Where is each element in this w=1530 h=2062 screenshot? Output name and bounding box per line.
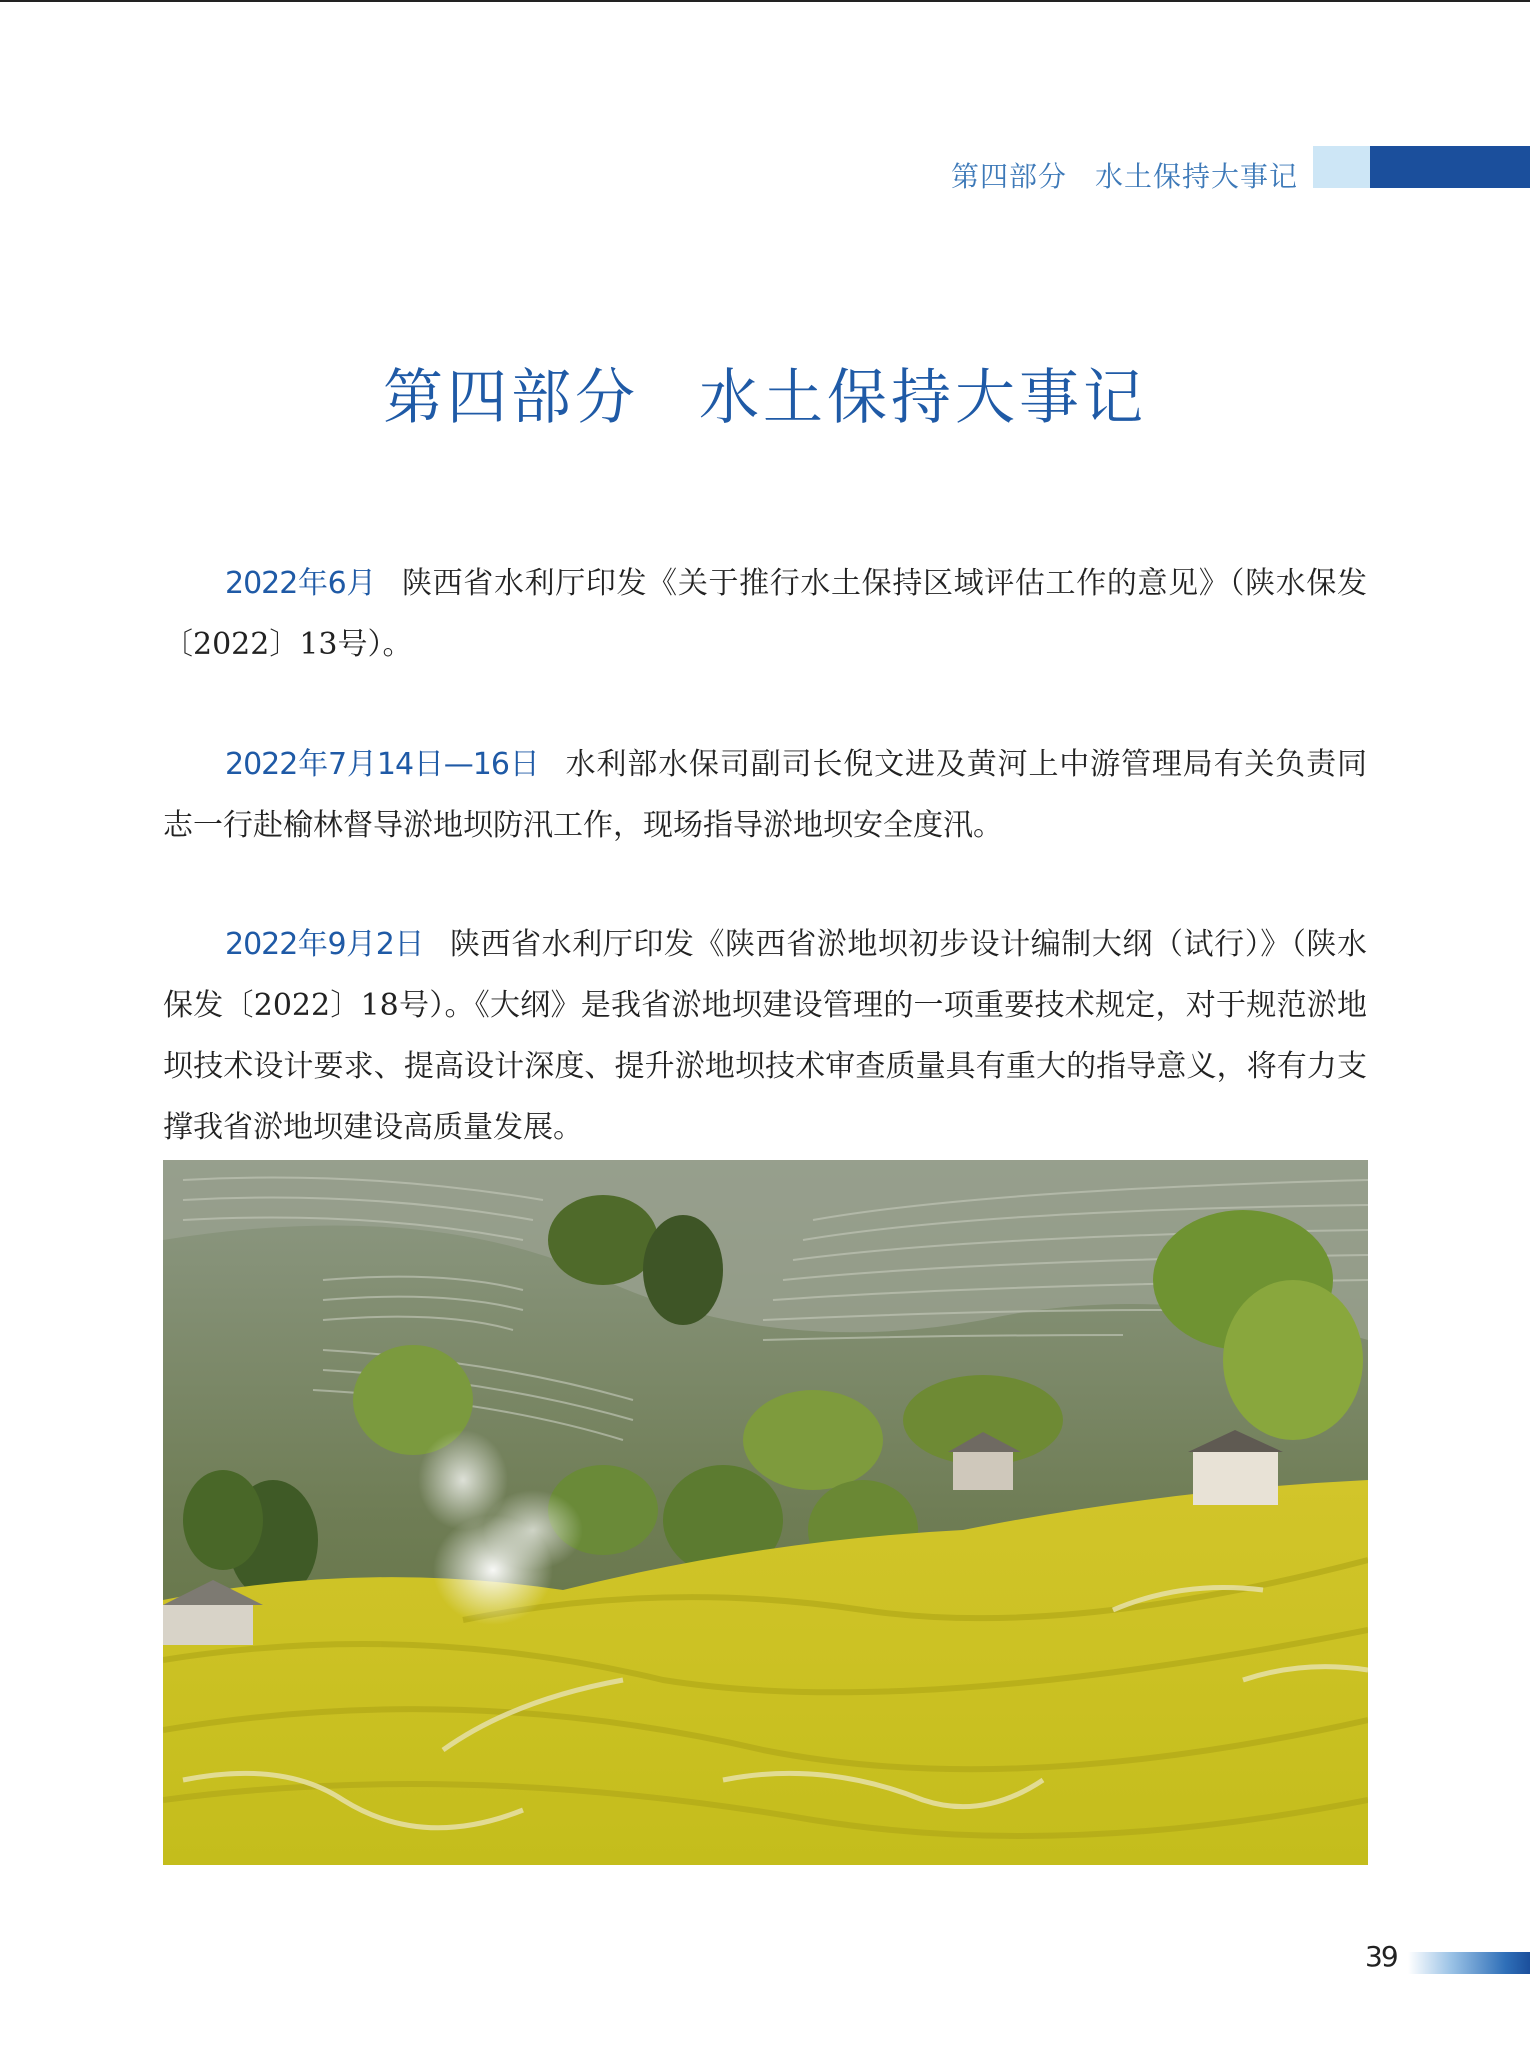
page-title: [0, 350, 1530, 436]
event-text: 陕西省水利厅印发《陕西省淤地坝初步设计编制大纲（试行）》（陕水保发〔2022〕18号）。《大纲》是我省淤地坝建设管理的一项重要技术规定，对于规范淤地坝技术设计要求、提高设计深度、提升淤地坝技术审查质量具有重大的指导意义，将有力支撑我省淤地坝建设高质量发展。: [163, 927, 1367, 1145]
event-entry: [163, 553, 1367, 675]
header-accent-bar-dark: [1370, 146, 1530, 188]
running-header-section: 水土保持大事记: [1094, 160, 1298, 193]
event-text: 陕西省水利厅印发《关于推行水土保持区域评估工作的意见》（陕水保发〔2022〕13号）。: [163, 566, 1367, 662]
event-entry: [163, 734, 1367, 856]
top-rule: [0, 0, 1530, 2]
footer-accent-bar: [1408, 1952, 1530, 1974]
event-entry: [163, 914, 1367, 1158]
running-header-part: 第四部分: [950, 160, 1067, 193]
header-accent-bar-light: [1313, 146, 1370, 188]
terraced-fields-photo: [163, 1160, 1368, 1865]
event-date: 2022年7月14日—16日: [225, 747, 540, 782]
event-text: 水利部水保司副司长倪文进及黄河上中游管理局有关负责同志一行赴榆林督导淤地坝防汛工作，现场指导淤地坝安全度汛。: [163, 747, 1367, 843]
page-title-part: 第四部分: [383, 363, 639, 433]
page-number: 39: [1365, 1940, 1397, 1973]
event-date: 2022年6月: [225, 566, 377, 601]
running-header: [951, 155, 1298, 195]
page-title-section: 水土保持大事记: [699, 363, 1147, 433]
event-date: 2022年9月2日: [225, 927, 424, 962]
